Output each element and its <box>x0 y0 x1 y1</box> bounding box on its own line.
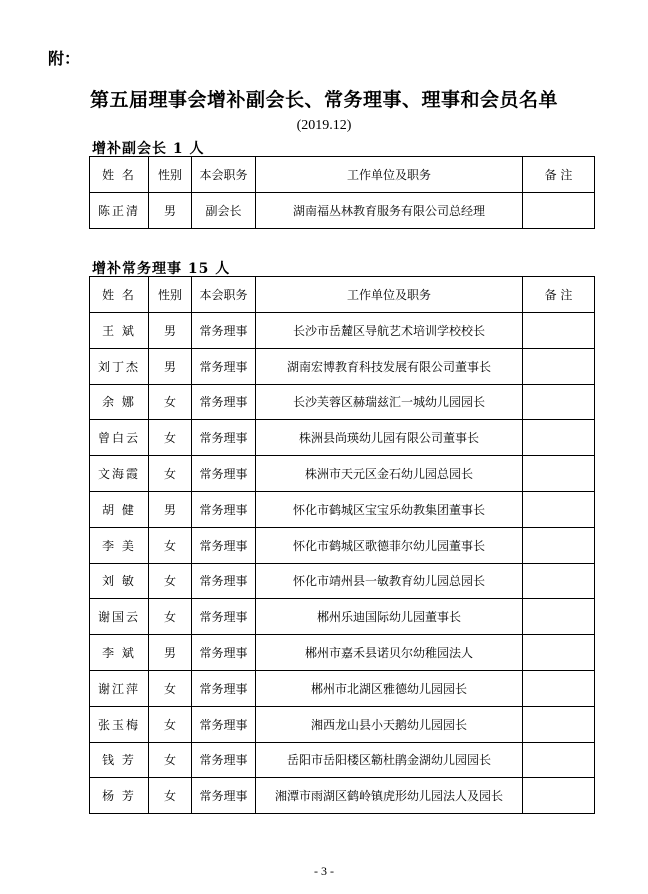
cell-remark <box>523 420 595 456</box>
table-row <box>90 527 595 563</box>
cell-gender: 女 <box>149 670 192 706</box>
cell-gender: 女 <box>149 384 192 420</box>
table-row <box>90 599 595 635</box>
cell-gender: 男 <box>149 491 192 527</box>
document-date: (2019.12) <box>296 118 352 133</box>
cell-name: 谢国云 <box>90 599 149 635</box>
cell-remark <box>523 527 595 563</box>
attachment-label: 附： <box>48 49 81 68</box>
table-row <box>90 384 595 420</box>
cell-gender: 男 <box>149 348 192 384</box>
cell-role: 常务理事 <box>192 527 256 563</box>
cell-remark <box>523 599 595 635</box>
table-row <box>90 456 595 492</box>
cell-work: 郴州乐迪国际幼儿园董事长 <box>256 599 523 635</box>
header-name: 姓 名 <box>90 277 149 313</box>
cell-role: 常务理事 <box>192 563 256 599</box>
cell-work: 株洲市天元区金石幼儿园总园长 <box>256 456 523 492</box>
cell-gender: 女 <box>149 420 192 456</box>
cell-work: 株洲县尚瑛幼儿园有限公司董事长 <box>256 420 523 456</box>
cell-gender: 女 <box>149 456 192 492</box>
cell-gender: 男 <box>149 313 192 349</box>
cell-role: 常务理事 <box>192 420 256 456</box>
cell-name: 文海霞 <box>90 456 149 492</box>
page-number: - 3 - <box>314 864 334 878</box>
cell-remark <box>523 706 595 742</box>
header-gender: 性别 <box>149 277 192 313</box>
table-row <box>90 420 595 456</box>
cell-name: 李 斌 <box>90 635 149 671</box>
cell-remark <box>523 384 595 420</box>
cell-gender: 女 <box>149 742 192 778</box>
cell-remark <box>523 456 595 492</box>
cell-name: 余 娜 <box>90 384 149 420</box>
cell-role: 常务理事 <box>192 635 256 671</box>
table-row <box>90 706 595 742</box>
cell-work: 湘西龙山县小天鹅幼儿园园长 <box>256 706 523 742</box>
header-name: 姓 名 <box>90 157 149 193</box>
header-remark: 备 注 <box>523 277 595 313</box>
vice-president-table <box>89 156 595 229</box>
cell-name: 张玉梅 <box>90 706 149 742</box>
cell-role: 常务理事 <box>192 599 256 635</box>
cell-name: 钱 芳 <box>90 742 149 778</box>
header-role: 本会职务 <box>192 277 256 313</box>
cell-role: 常务理事 <box>192 706 256 742</box>
document-title: 第五届理事会增补副会长、常务理事、理事和会员名单 <box>89 89 558 111</box>
header-gender: 性别 <box>149 157 192 193</box>
cell-role: 常务理事 <box>192 313 256 349</box>
cell-remark <box>523 742 595 778</box>
header-work: 工作单位及职务 <box>256 277 523 313</box>
cell-gender: 女 <box>149 599 192 635</box>
table-header-row <box>90 157 595 193</box>
cell-work: 长沙市岳麓区导航艺术培训学校校长 <box>256 313 523 349</box>
cell-work: 湖南福丛林教育服务有限公司总经理 <box>256 193 523 229</box>
cell-work: 怀化市靖州县一敏教育幼儿园总园长 <box>256 563 523 599</box>
cell-remark <box>523 491 595 527</box>
standing-directors-table <box>89 276 595 814</box>
cell-work: 岳阳市岳阳楼区簕杜鹃金湖幼儿园园长 <box>256 742 523 778</box>
cell-gender: 男 <box>149 635 192 671</box>
header-role: 本会职务 <box>192 157 256 193</box>
cell-work: 湖南宏博教育科技发展有限公司董事长 <box>256 348 523 384</box>
cell-gender: 男 <box>149 193 192 229</box>
header-remark: 备 注 <box>523 157 595 193</box>
cell-work: 长沙芙蓉区赫瑞兹汇一城幼儿园园长 <box>256 384 523 420</box>
table-row <box>90 635 595 671</box>
cell-remark <box>523 348 595 384</box>
cell-role: 常务理事 <box>192 670 256 706</box>
header-work: 工作单位及职务 <box>256 157 523 193</box>
cell-name: 刘丁杰 <box>90 348 149 384</box>
cell-work: 郴州市嘉禾县诺贝尔幼稚园法人 <box>256 635 523 671</box>
cell-remark <box>523 670 595 706</box>
cell-work: 怀化市鹤城区宝宝乐幼教集团董事长 <box>256 491 523 527</box>
cell-remark <box>523 563 595 599</box>
cell-remark <box>523 193 595 229</box>
cell-role: 副会长 <box>192 193 256 229</box>
table-row <box>90 778 595 814</box>
cell-work: 湘潭市雨湖区鹤岭镇虎形幼儿园法人及园长 <box>256 778 523 814</box>
cell-work: 怀化市鹤城区歌德菲尔幼儿园董事长 <box>256 527 523 563</box>
cell-name: 李 美 <box>90 527 149 563</box>
cell-remark <box>523 313 595 349</box>
table-row <box>90 563 595 599</box>
cell-gender: 女 <box>149 706 192 742</box>
section-heading-standing-directors: 增补常务理事 15 人 <box>92 261 231 277</box>
cell-name: 刘 敏 <box>90 563 149 599</box>
cell-name: 陈正清 <box>90 193 149 229</box>
cell-name: 杨 芳 <box>90 778 149 814</box>
table-row <box>90 348 595 384</box>
cell-gender: 女 <box>149 527 192 563</box>
cell-role: 常务理事 <box>192 456 256 492</box>
cell-name: 谢江萍 <box>90 670 149 706</box>
table-row <box>90 193 595 229</box>
cell-gender: 女 <box>149 563 192 599</box>
section-heading-vice-president: 增补副会长 1 人 <box>92 141 205 157</box>
cell-remark <box>523 635 595 671</box>
table-header-row <box>90 277 595 313</box>
cell-role: 常务理事 <box>192 491 256 527</box>
cell-remark <box>523 778 595 814</box>
table-row <box>90 491 595 527</box>
cell-role: 常务理事 <box>192 384 256 420</box>
cell-role: 常务理事 <box>192 778 256 814</box>
cell-gender: 女 <box>149 778 192 814</box>
cell-role: 常务理事 <box>192 742 256 778</box>
cell-name: 胡 健 <box>90 491 149 527</box>
cell-name: 王 斌 <box>90 313 149 349</box>
cell-role: 常务理事 <box>192 348 256 384</box>
cell-work: 郴州市北湖区雅德幼儿园园长 <box>256 670 523 706</box>
table-row <box>90 670 595 706</box>
table-row <box>90 313 595 349</box>
cell-name: 曾白云 <box>90 420 149 456</box>
table-row <box>90 742 595 778</box>
